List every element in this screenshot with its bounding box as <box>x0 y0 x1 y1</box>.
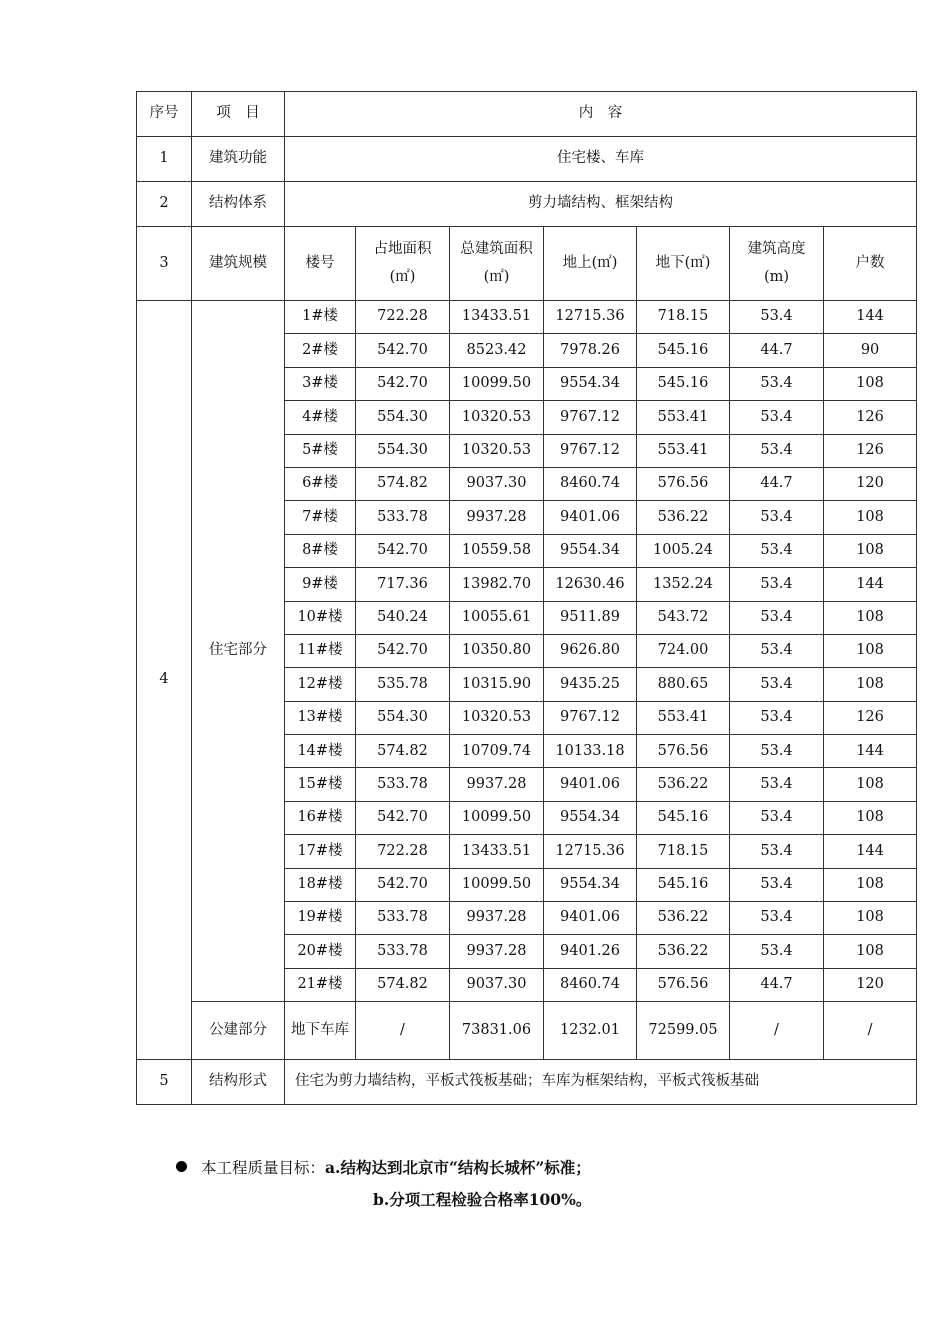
table-cell: 10133.18 <box>544 735 637 768</box>
table-cell: 533.78 <box>356 768 450 801</box>
table-cell: 9554.34 <box>544 801 637 834</box>
public-label: 公建部分 <box>192 1002 285 1060</box>
table-cell: 10559.58 <box>450 534 544 567</box>
table-cell: 144 <box>824 735 917 768</box>
table-cell: 9037.30 <box>450 467 544 500</box>
table-cell: / <box>356 1002 450 1060</box>
table-cell: 19#楼 <box>285 902 356 935</box>
goal-a: a.结构达到北京市“结构长城杯”标准； <box>325 1158 591 1177</box>
table-cell: 574.82 <box>356 467 450 500</box>
table-cell: 10320.53 <box>450 434 544 467</box>
table-cell: 576.56 <box>637 467 730 500</box>
table-cell: 576.56 <box>637 735 730 768</box>
col-above-ground: 地上(㎡) <box>544 227 637 301</box>
table-cell: 53.4 <box>730 434 824 467</box>
row-content: 住宅楼、车库 <box>285 137 917 182</box>
table-cell: 108 <box>824 601 917 634</box>
table-cell: 108 <box>824 902 917 935</box>
table-cell: 12715.36 <box>544 835 637 868</box>
table-cell: 120 <box>824 968 917 1001</box>
table-cell: 13433.51 <box>450 835 544 868</box>
table-cell: 126 <box>824 701 917 734</box>
table-cell: 1#楼 <box>285 301 356 334</box>
table-cell: 8523.42 <box>450 334 544 367</box>
table-cell: 108 <box>824 501 917 534</box>
table-cell: 16#楼 <box>285 801 356 834</box>
table-cell: / <box>824 1002 917 1060</box>
table-cell: 9937.28 <box>450 501 544 534</box>
table-cell: 144 <box>824 301 917 334</box>
table-cell: 53.4 <box>730 301 824 334</box>
table-cell: 12#楼 <box>285 668 356 701</box>
table-cell: 542.70 <box>356 634 450 667</box>
quality-goal <box>176 1156 591 1178</box>
table-cell: 533.78 <box>356 501 450 534</box>
table-cell: 9767.12 <box>544 434 637 467</box>
col-building: 楼号 <box>285 227 356 301</box>
table-cell: 7#楼 <box>285 501 356 534</box>
table-cell: 9#楼 <box>285 568 356 601</box>
table-cell: 542.70 <box>356 534 450 567</box>
table-cell: 542.70 <box>356 367 450 400</box>
table-cell: 108 <box>824 768 917 801</box>
col-height: 建筑高度 (m) <box>730 227 824 301</box>
table-cell: 553.41 <box>637 401 730 434</box>
table-cell: 144 <box>824 835 917 868</box>
table-cell: 72599.05 <box>637 1002 730 1060</box>
table-cell: 543.72 <box>637 601 730 634</box>
header-item: 项 目 <box>192 92 285 137</box>
table-cell: 108 <box>824 367 917 400</box>
table-cell: 10055.61 <box>450 601 544 634</box>
table-cell: 44.7 <box>730 467 824 500</box>
table-cell: 53.4 <box>730 801 824 834</box>
header-row <box>137 92 917 137</box>
table-cell: 地下车库 <box>285 1002 356 1060</box>
table-cell: 8460.74 <box>544 968 637 1001</box>
table-cell: 53.4 <box>730 568 824 601</box>
table-cell: 53.4 <box>730 601 824 634</box>
table-cell: 574.82 <box>356 968 450 1001</box>
table-cell: 1005.24 <box>637 534 730 567</box>
row-no: 5 <box>137 1060 192 1105</box>
table-cell: 1352.24 <box>637 568 730 601</box>
table-cell: 53.4 <box>730 835 824 868</box>
row-function <box>137 137 917 182</box>
table-cell: 53.4 <box>730 401 824 434</box>
table-cell: 53.4 <box>730 701 824 734</box>
row-item: 建筑功能 <box>192 137 285 182</box>
table-cell: 536.22 <box>637 902 730 935</box>
table-cell: 8460.74 <box>544 467 637 500</box>
table-cell: 533.78 <box>356 902 450 935</box>
table-cell: 542.70 <box>356 334 450 367</box>
table-cell: 9401.06 <box>544 768 637 801</box>
table-cell: 536.22 <box>637 501 730 534</box>
table-cell: 12630.46 <box>544 568 637 601</box>
table-cell: 108 <box>824 868 917 901</box>
col-footprint: 占地面积 (㎡) <box>356 227 450 301</box>
row-content: 住宅为剪力墙结构，平板式筏板基础；车库为框架结构，平板式筏板基础 <box>285 1060 917 1105</box>
table-cell: 20#楼 <box>285 935 356 968</box>
table-cell: 44.7 <box>730 334 824 367</box>
table-cell: 10099.50 <box>450 801 544 834</box>
table-cell: 6#楼 <box>285 467 356 500</box>
table-cell: 553.41 <box>637 701 730 734</box>
header-content: 内 容 <box>285 92 917 137</box>
table-cell: 717.36 <box>356 568 450 601</box>
table-cell: 718.15 <box>637 301 730 334</box>
table-cell: 73831.06 <box>450 1002 544 1060</box>
residential-label: 住宅部分 <box>192 301 285 1002</box>
table-cell: 1232.01 <box>544 1002 637 1060</box>
row-item: 建筑规模 <box>192 227 285 301</box>
row-item: 结构形式 <box>192 1060 285 1105</box>
table-cell: 10#楼 <box>285 601 356 634</box>
table-cell: 4#楼 <box>285 401 356 434</box>
col-below-ground: 地下(㎡) <box>637 227 730 301</box>
table-cell: 9401.06 <box>544 501 637 534</box>
table-cell: 9554.34 <box>544 534 637 567</box>
table-cell: 90 <box>824 334 917 367</box>
table-cell: 10320.53 <box>450 701 544 734</box>
row-no: 1 <box>137 137 192 182</box>
table-cell: 10320.53 <box>450 401 544 434</box>
table-cell: 880.65 <box>637 668 730 701</box>
table-cell: 126 <box>824 401 917 434</box>
table-cell: 11#楼 <box>285 634 356 667</box>
row-structure-form <box>137 1060 917 1105</box>
table-cell: 53.4 <box>730 735 824 768</box>
table-cell: 13982.70 <box>450 568 544 601</box>
row-structure-system <box>137 182 917 227</box>
table-cell: 108 <box>824 634 917 667</box>
goal-prefix: 本工程质量目标： <box>201 1159 326 1177</box>
table-cell: 53.4 <box>730 868 824 901</box>
table-cell: 3#楼 <box>285 367 356 400</box>
table-cell: 10315.90 <box>450 668 544 701</box>
table-cell: 53.4 <box>730 902 824 935</box>
table-cell: 21#楼 <box>285 968 356 1001</box>
table-cell: 553.41 <box>637 434 730 467</box>
table-cell: 9401.06 <box>544 902 637 935</box>
table-cell: 9626.80 <box>544 634 637 667</box>
project-overview-table <box>136 91 917 1105</box>
table-cell: 8#楼 <box>285 534 356 567</box>
table-cell: / <box>730 1002 824 1060</box>
table-cell: 542.70 <box>356 868 450 901</box>
table-cell: 53.4 <box>730 501 824 534</box>
table-cell: 44.7 <box>730 968 824 1001</box>
header-no: 序号 <box>137 92 192 137</box>
table-cell: 9767.12 <box>544 401 637 434</box>
table-cell: 10099.50 <box>450 367 544 400</box>
table-cell: 108 <box>824 801 917 834</box>
table-cell: 108 <box>824 935 917 968</box>
table-row <box>137 301 917 334</box>
table-cell: 17#楼 <box>285 835 356 868</box>
table-cell: 576.56 <box>637 968 730 1001</box>
table-cell: 9937.28 <box>450 902 544 935</box>
row-no: 2 <box>137 182 192 227</box>
row-item: 结构体系 <box>192 182 285 227</box>
table-cell: 542.70 <box>356 801 450 834</box>
table-cell: 9554.34 <box>544 868 637 901</box>
table-cell: 12715.36 <box>544 301 637 334</box>
table-cell: 535.78 <box>356 668 450 701</box>
table-cell: 13433.51 <box>450 301 544 334</box>
table-cell: 554.30 <box>356 401 450 434</box>
table-cell: 554.30 <box>356 434 450 467</box>
table-cell: 15#楼 <box>285 768 356 801</box>
table-cell: 10350.80 <box>450 634 544 667</box>
table-cell: 722.28 <box>356 301 450 334</box>
table-cell: 18#楼 <box>285 868 356 901</box>
table-cell: 144 <box>824 568 917 601</box>
table-cell: 10709.74 <box>450 735 544 768</box>
table-cell: 545.16 <box>637 801 730 834</box>
table-cell: 126 <box>824 434 917 467</box>
table-cell: 9767.12 <box>544 701 637 734</box>
public-row <box>137 1002 917 1060</box>
table-cell: 53.4 <box>730 634 824 667</box>
table-cell: 545.16 <box>637 334 730 367</box>
table-cell: 9937.28 <box>450 768 544 801</box>
table-cell: 722.28 <box>356 835 450 868</box>
row-scale-header <box>137 227 917 301</box>
table-cell: 7978.26 <box>544 334 637 367</box>
table-cell: 9511.89 <box>544 601 637 634</box>
col-total-area: 总建筑面积 (㎡) <box>450 227 544 301</box>
table-cell: 53.4 <box>730 935 824 968</box>
table-cell: 574.82 <box>356 735 450 768</box>
table-cell: 545.16 <box>637 367 730 400</box>
table-cell: 536.22 <box>637 935 730 968</box>
table-cell: 9435.25 <box>544 668 637 701</box>
table-cell: 13#楼 <box>285 701 356 734</box>
table-cell: 10099.50 <box>450 868 544 901</box>
row-no: 3 <box>137 227 192 301</box>
table-cell: 14#楼 <box>285 735 356 768</box>
table-cell: 9037.30 <box>450 968 544 1001</box>
table-cell: 53.4 <box>730 534 824 567</box>
table-cell: 9401.26 <box>544 935 637 968</box>
table-cell: 53.4 <box>730 367 824 400</box>
row-no: 4 <box>137 301 192 1060</box>
table-cell: 53.4 <box>730 768 824 801</box>
table-cell: 718.15 <box>637 835 730 868</box>
table-cell: 724.00 <box>637 634 730 667</box>
table-cell: 533.78 <box>356 935 450 968</box>
table-cell: 53.4 <box>730 668 824 701</box>
table-cell: 5#楼 <box>285 434 356 467</box>
table-cell: 545.16 <box>637 868 730 901</box>
table-cell: 120 <box>824 467 917 500</box>
table-cell: 554.30 <box>356 701 450 734</box>
bullet-icon <box>176 1161 187 1172</box>
table-cell: 536.22 <box>637 768 730 801</box>
table-cell: 108 <box>824 668 917 701</box>
goal-b: b.分项工程检验合格率100%。 <box>373 1190 592 1209</box>
table-cell: 9554.34 <box>544 367 637 400</box>
table-cell: 540.24 <box>356 601 450 634</box>
col-households: 户数 <box>824 227 917 301</box>
table-cell: 2#楼 <box>285 334 356 367</box>
table-cell: 9937.28 <box>450 935 544 968</box>
table-cell: 108 <box>824 534 917 567</box>
row-content: 剪力墙结构、框架结构 <box>285 182 917 227</box>
